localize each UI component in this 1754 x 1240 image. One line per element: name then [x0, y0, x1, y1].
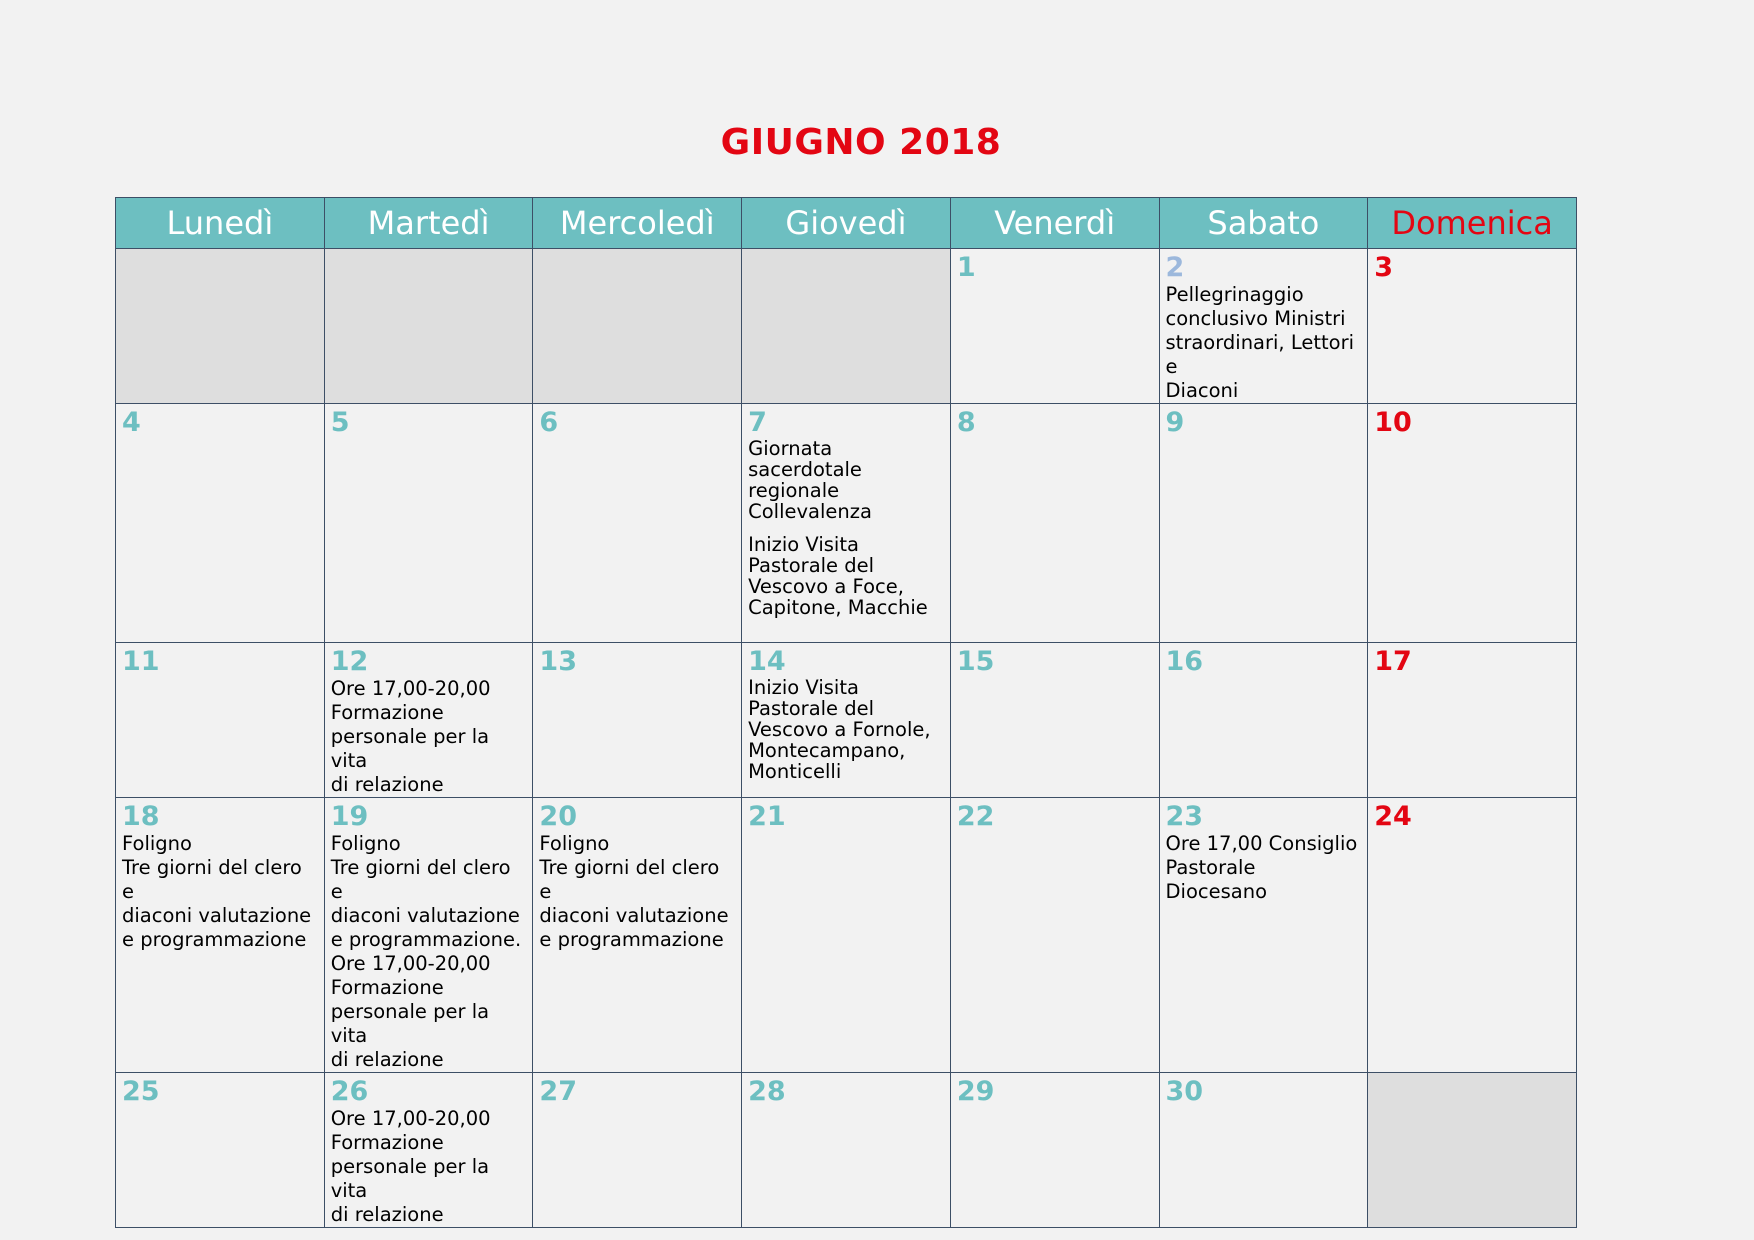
- event-text: Ore 17,00-20,00 Formazione personale per la vita di relazione: [330, 1107, 491, 1226]
- day-cell: [1159, 1073, 1368, 1228]
- day-number: 14: [748, 646, 786, 677]
- week-row: [116, 404, 1577, 643]
- day-number: 30: [1165, 1076, 1204, 1107]
- calendar-grid: [115, 197, 1577, 1228]
- weekday-header-row: [116, 198, 1577, 249]
- day-cell-sunday: [1368, 404, 1577, 643]
- day-cell: [533, 404, 742, 643]
- day-number: 8: [956, 407, 976, 438]
- day-number: 23: [1165, 801, 1204, 832]
- day-cell: [950, 643, 1159, 798]
- day-cell: [324, 404, 533, 643]
- day-cell-sunday: [1368, 643, 1577, 798]
- day-number: 15: [956, 646, 995, 677]
- event-text: Giornata sacerdotale regionale Collevalenza: [748, 437, 872, 523]
- day-number: 26: [330, 1076, 369, 1107]
- day-number: 2: [1165, 252, 1185, 283]
- day-number: 1: [956, 252, 976, 283]
- day-number: 25: [122, 1076, 160, 1107]
- day-number: 18: [122, 801, 160, 832]
- event-text: Pellegrinaggio conclusivo Ministri straordinari, Lettori e Diaconi: [1165, 283, 1355, 402]
- day-number: 6: [539, 407, 559, 438]
- day-number: 24: [1374, 801, 1412, 832]
- day-cell: [742, 643, 951, 798]
- day-cell: [742, 798, 951, 1073]
- event-text: Ore 17,00 Consiglio Pastorale Diocesano: [1165, 832, 1358, 903]
- day-cell: [116, 798, 325, 1073]
- day-number: 28: [748, 1076, 786, 1107]
- day-number: 17: [1374, 646, 1412, 677]
- day-cell: [533, 798, 742, 1073]
- day-number: 21: [748, 801, 786, 832]
- day-number: 4: [122, 407, 141, 438]
- day-number: 22: [956, 801, 995, 832]
- day-number: 3: [1374, 252, 1394, 283]
- day-cell: [533, 643, 742, 798]
- day-cell: [116, 643, 325, 798]
- day-cell: [324, 1073, 533, 1228]
- empty-day-cell: [116, 249, 325, 404]
- day-cell: [742, 1073, 951, 1228]
- event-text: Inizio Visita Pastorale del Vescovo a Fornole, Montecampano, Monticelli: [748, 676, 931, 783]
- day-cell: [742, 404, 951, 643]
- day-cell: [1159, 798, 1368, 1073]
- event-text: Foligno Tre giorni del clero e diaconi valutazione e programmazione. Ore 17,00-20,00 Formazione personale per la vita di relazione: [330, 832, 522, 1071]
- day-cell-sunday: [1368, 249, 1577, 404]
- day-cell: [950, 249, 1159, 404]
- day-cell: [1159, 404, 1368, 643]
- empty-day-cell: [533, 249, 742, 404]
- day-number: 7: [748, 407, 767, 438]
- day-cell: [950, 798, 1159, 1073]
- weekday-header: Lunedì: [116, 198, 325, 249]
- weekday-header: Giovedì: [742, 198, 951, 249]
- day-cell: [533, 1073, 742, 1228]
- day-cell: [116, 1073, 325, 1228]
- weekday-header: Venerdì: [950, 198, 1159, 249]
- event-text: Foligno Tre giorni del clero e diaconi valutazione e programmazione: [539, 832, 729, 951]
- week-row: [116, 1073, 1577, 1228]
- event-text: Inizio Visita Pastorale del Vescovo a Foce, Capitone, Macchie: [748, 533, 928, 619]
- calendar-title: GIUGNO 2018: [720, 122, 1002, 163]
- day-cell: [1159, 249, 1368, 404]
- day-number: 5: [330, 407, 350, 438]
- day-cell: [324, 643, 533, 798]
- day-number: 16: [1165, 646, 1204, 677]
- day-number: 19: [330, 801, 369, 832]
- day-number: 27: [539, 1076, 577, 1107]
- empty-day-cell: [324, 249, 533, 404]
- day-number: 9: [1165, 407, 1185, 438]
- weekday-header-sunday: Domenica: [1368, 198, 1577, 249]
- day-cell: [950, 404, 1159, 643]
- day-cell: [116, 404, 325, 643]
- day-number: 10: [1374, 407, 1412, 438]
- day-number: 13: [539, 646, 577, 677]
- day-number: 29: [956, 1076, 995, 1107]
- weekday-header: Martedì: [324, 198, 533, 249]
- day-cell: [1159, 643, 1368, 798]
- day-number: 20: [539, 801, 577, 832]
- weekday-header: Mercoledì: [533, 198, 742, 249]
- day-number: 11: [122, 646, 160, 677]
- week-row: [116, 643, 1577, 798]
- week-row: [116, 798, 1577, 1073]
- event-text: Foligno Tre giorni del clero e diaconi valutazione e programmazione: [122, 832, 312, 951]
- week-row: [116, 249, 1577, 404]
- event-text: Ore 17,00-20,00 Formazione personale per la vita di relazione: [330, 677, 491, 796]
- empty-day-cell: [1368, 1073, 1577, 1228]
- day-cell: [950, 1073, 1159, 1228]
- day-number: 12: [330, 646, 369, 677]
- day-cell-sunday: [1368, 798, 1577, 1073]
- empty-day-cell: [742, 249, 951, 404]
- day-cell: [324, 798, 533, 1073]
- weekday-header: Sabato: [1159, 198, 1368, 249]
